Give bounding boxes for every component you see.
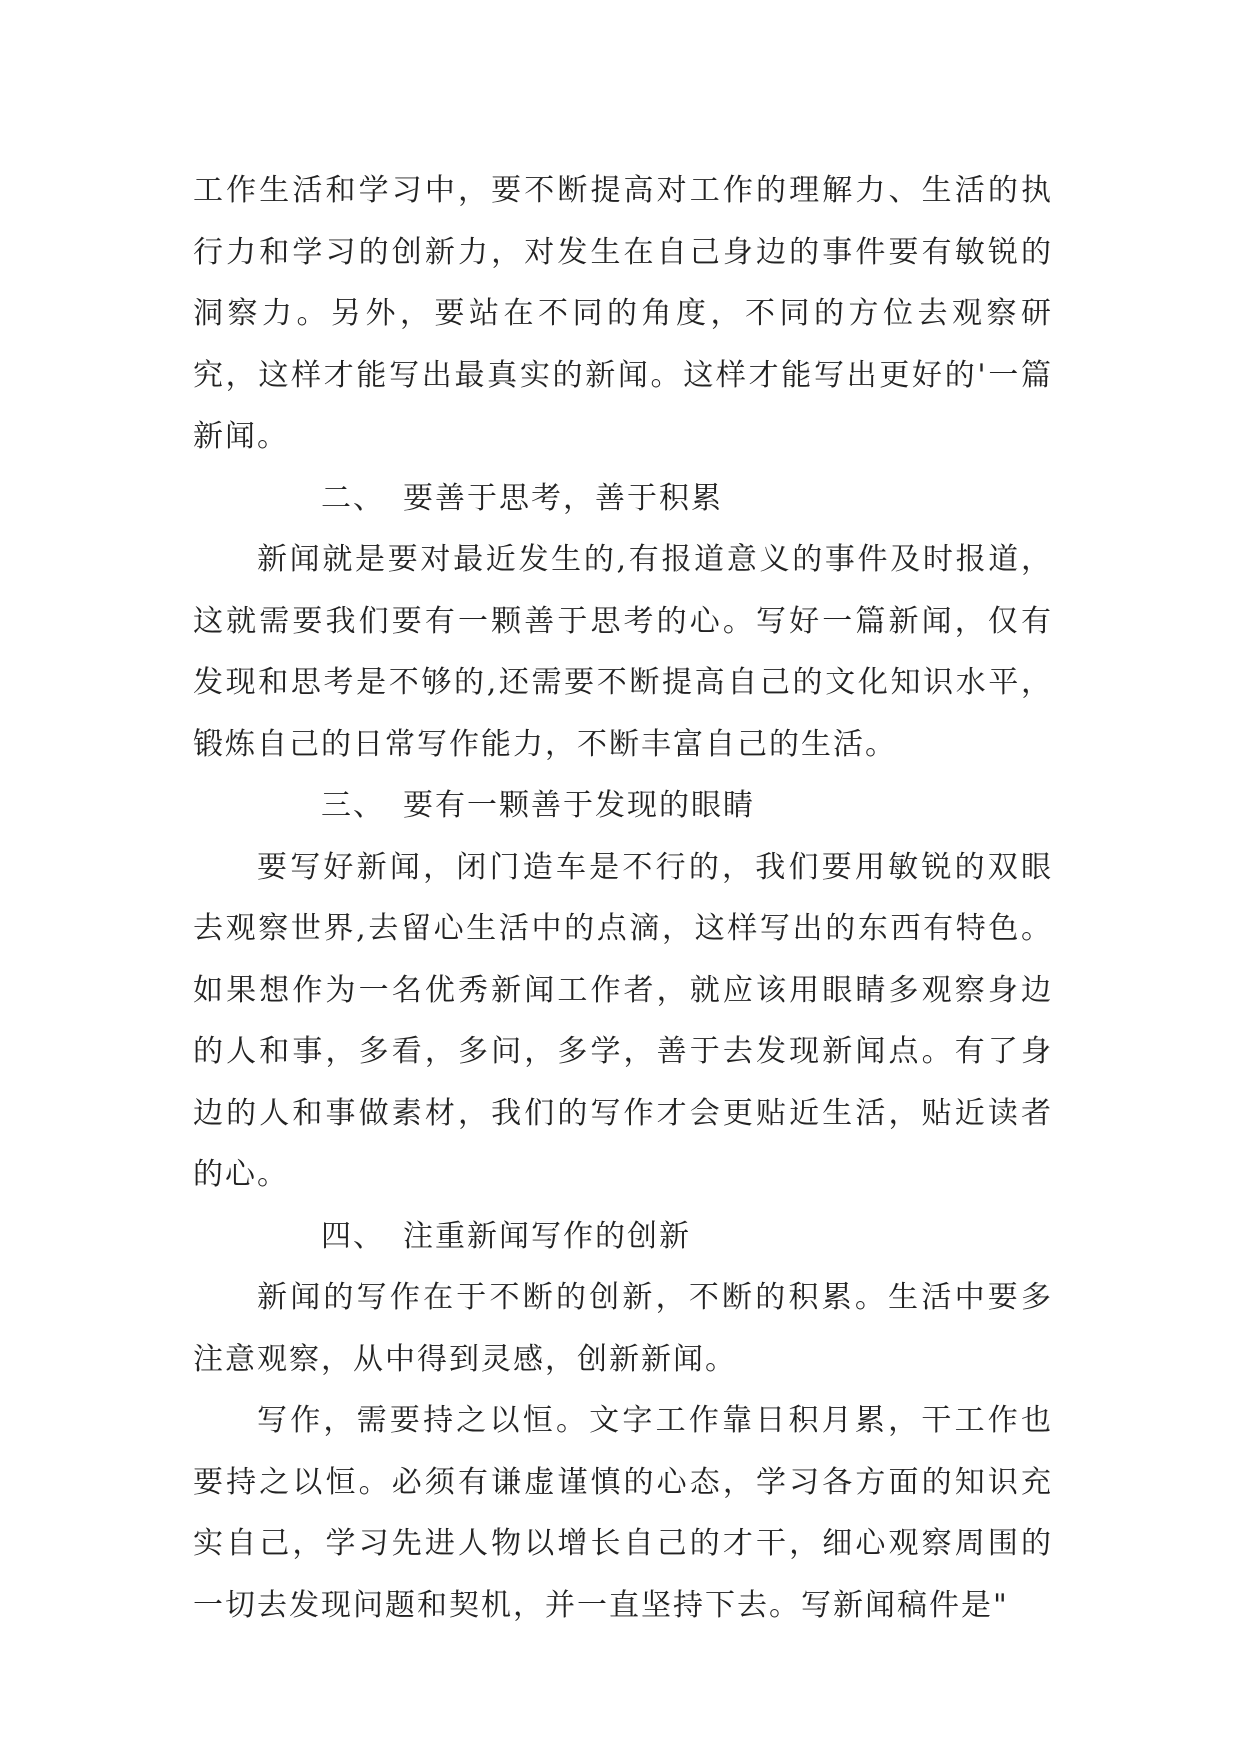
section-number: 四、 xyxy=(321,1218,385,1254)
paragraph: 新闻就是要对最近发生的,有报道意义的事件及时报道，这就需要我们要有一颗善于思考的心。写好一篇新闻，仅有发现和思考是不够的,还需要不断提高自己的文化知识水平，锻炼自己的日常写作能力，不断丰富自己的生活。 xyxy=(193,542,1053,762)
section-number: 二、 xyxy=(321,480,385,516)
section-heading-4 xyxy=(193,1206,1053,1268)
section-number: 三、 xyxy=(321,788,385,823)
section-title: 注重新闻写作的创新 xyxy=(403,1218,691,1254)
paragraph-continuation: 工作生活和学习中，要不断提高对工作的理解力、生活的执行力和学习的创新力，对发生在自己身边的事件要有敏锐的洞察力。另外，要站在不同的角度，不同的方位去观察研究，这样才能写出最真实的新闻。这样才能写出更好的'一篇新闻。 xyxy=(193,173,1053,454)
paragraph: 要写好新闻，闭门造车是不行的，我们要用敏锐的双眼去观察世界,去留心生活中的点滴，这样写出的东西有特色。如果想作为一名优秀新闻工作者，就应该用眼睛多观察身边的人和事，多看，多问，多学，善于去发现新闻点。有了身边的人和事做素材，我们的写作才会更贴近生活，贴近读者的心。 xyxy=(193,849,1053,1192)
document-body xyxy=(193,160,1053,1636)
section-title: 要善于思考，善于积累 xyxy=(403,480,723,516)
section-heading-3 xyxy=(193,775,1053,837)
section-heading-2 xyxy=(193,468,1053,530)
paragraph: 写作，需要持之以恒。文字工作靠日积月累，干工作也要持之以恒。必须有谦虚谨慎的心态，学习各方面的知识充实自己，学习先进人物以增长自己的才干，细心观察周围的一切去发现问题和契机，并一直坚持下去。写新闻稿件是" xyxy=(193,1403,1053,1623)
section-title: 要有一颗善于发现的眼睛 xyxy=(403,788,755,823)
paragraph: 新闻的写作在于不断的创新，不断的积累。生活中要多注意观察，从中得到灵感，创新新闻。 xyxy=(193,1280,1053,1377)
